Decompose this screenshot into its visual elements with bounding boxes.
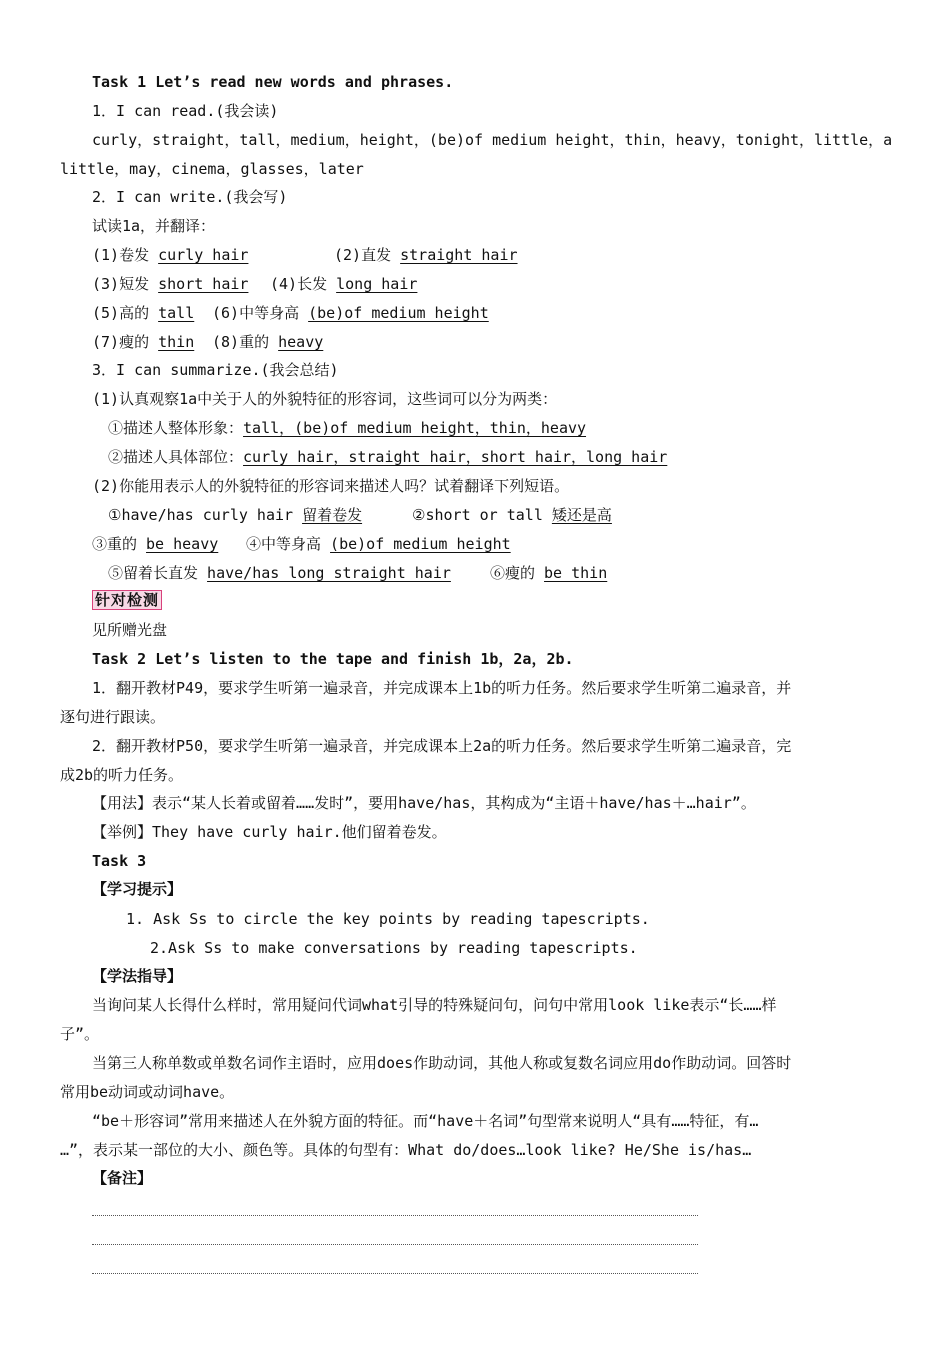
phrase-label: ②short or tall: [412, 506, 552, 524]
item-answer: (be)of medium height: [308, 304, 489, 322]
summarize-heading: 3．I can summarize.(我会总结): [92, 361, 339, 379]
summarize-question-2: (2)你能用表示人的外貌特征的形容词来描述人吗？试着翻译下列短语。: [92, 477, 570, 495]
task2-p1-line1: 1．翻开教材P49，要求学生听第一遍录音，并完成课本上1b的听力任务。然后要求学生听第二遍录音，并: [92, 679, 792, 697]
task1-title: Task 1 Let’s read new words and phrases.: [92, 73, 454, 91]
phrase-answer: be thin: [544, 564, 608, 582]
phrase-answer: have/has long straight hair: [207, 564, 451, 582]
tip-2: 2.Ask Ss to make conversations by reading tapescripts.: [150, 939, 638, 957]
task2-p1-line2: 逐句进行跟读。: [60, 708, 166, 726]
item-label: (5)高的: [92, 304, 159, 322]
phrase-answer: 留着卷发: [302, 506, 363, 524]
phrase-5: [108, 563, 451, 583]
item-label: (1)卷发: [92, 246, 159, 264]
category-1: [108, 418, 586, 438]
guide-p3-line2: …”，表示某一部位的大小、颜色等。具体的句型有：What do/does…look like? He/She is/has…: [60, 1141, 752, 1159]
write-instruction: 试读1a，并翻译：: [92, 217, 216, 235]
phrase-3: [92, 534, 218, 554]
phrase-label: ③重的: [92, 535, 147, 553]
task3-title: Task 3: [92, 852, 147, 870]
read-words-line2: little，may，cinema，glasses，later: [60, 160, 364, 178]
guide-p1-line1: 当询问某人长得什么样时，常用疑问代词what引导的特殊疑问句，问句中常用look like表示“长……样: [92, 996, 777, 1014]
item-answer: heavy: [278, 333, 324, 351]
write-item-4: [270, 274, 417, 294]
write-item-1: [92, 245, 248, 265]
task2-usage: 【用法】表示“某人长着或留着……发时”，要用have/has，其构成为“主语＋have/has＋…hair”。: [92, 794, 756, 812]
task2-p2-line2: 成2b的听力任务。: [60, 766, 184, 784]
notes-line[interactable]: [92, 1244, 698, 1245]
category-2: [108, 447, 667, 467]
phrase-6: [490, 563, 607, 583]
phrase-1: [108, 505, 362, 525]
guide-p1-line2: 子”。: [60, 1025, 100, 1043]
write-item-3: [92, 274, 248, 294]
notes-line[interactable]: [92, 1273, 698, 1274]
item-label: (7)瘦的: [92, 333, 159, 351]
guide-heading: 【学法指导】: [92, 967, 183, 985]
item-answer: short hair: [158, 275, 249, 293]
phrase-4: [246, 534, 511, 554]
item-answer: straight hair: [400, 246, 518, 264]
check-badge: 针对检测: [92, 590, 162, 610]
task2-p2-line1: 2．翻开教材P50，要求学生听第一遍录音，并完成课本上2a的听力任务。然后要求学生听第二遍录音，完: [92, 737, 792, 755]
category-label: ①描述人整体形象：: [108, 419, 244, 437]
item-answer: curly hair: [158, 246, 249, 264]
item-answer: thin: [158, 333, 195, 351]
check-note: 见所赠光盘: [92, 621, 168, 639]
write-item-8: [212, 332, 323, 352]
category-answer: curly hair，straight hair，short hair，long hair: [243, 448, 668, 466]
phrase-label: ⑤留着长直发: [108, 564, 208, 582]
guide-p3-line1: “be＋形容词”常用来描述人在外貌方面的特征。而“have＋名词”句型常来说明人“具有……特征，有…: [92, 1112, 759, 1130]
write-item-2: [334, 245, 518, 265]
guide-p2-line1: 当第三人称单数或单数名词作主语时，应用does作助动词，其他人称或复数名词应用do作助动词。回答时: [92, 1054, 792, 1072]
phrase-label: ④中等身高: [246, 535, 331, 553]
notes-heading: 【备注】: [92, 1169, 153, 1187]
write-item-5: [92, 303, 194, 323]
item-label: (3)短发: [92, 275, 159, 293]
item-label: (4)长发: [270, 275, 337, 293]
item-label: (8)重的: [212, 333, 279, 351]
phrase-answer: 矮还是高: [551, 506, 612, 524]
guide-p2-line2: 常用be动词或动词have。: [60, 1083, 235, 1101]
write-item-6: [212, 303, 489, 323]
tip-1: 1. Ask Ss to circle the key points by reading tapescripts.: [126, 910, 650, 928]
category-answer: tall，(be)of medium height，thin，heavy: [243, 419, 587, 437]
item-answer: tall: [158, 304, 195, 322]
item-label: (6)中等身高: [212, 304, 309, 322]
check-badge-row: [92, 590, 162, 610]
summarize-question-1: (1)认真观察1a中关于人的外貌特征的形容词，这些词可以分为两类：: [92, 390, 558, 408]
item-answer: long hair: [336, 275, 418, 293]
phrase-answer: (be)of medium height: [330, 535, 511, 553]
phrase-answer: be heavy: [146, 535, 219, 553]
task2-title: Task 2 Let’s listen to the tape and finish 1b，2a，2b.: [92, 650, 574, 668]
phrase-2: [412, 505, 612, 525]
write-item-7: [92, 332, 194, 352]
phrase-label: ⑥瘦的: [490, 564, 545, 582]
read-heading: 1．I can read.(我会读): [92, 102, 279, 120]
read-words-line1: curly，straight，tall，medium，height，(be)of medium height，thin，heavy，tonight，little，a: [92, 131, 893, 149]
notes-line[interactable]: [92, 1215, 698, 1216]
write-heading: 2．I can write.(我会写): [92, 188, 288, 206]
item-label: (2)直发: [334, 246, 401, 264]
phrase-label: ①have/has curly hair: [108, 506, 303, 524]
task2-example: 【举例】They have curly hair.他们留着卷发。: [92, 823, 447, 841]
category-label: ②描述人具体部位：: [108, 448, 244, 466]
tips-heading: 【学习提示】: [92, 880, 183, 898]
